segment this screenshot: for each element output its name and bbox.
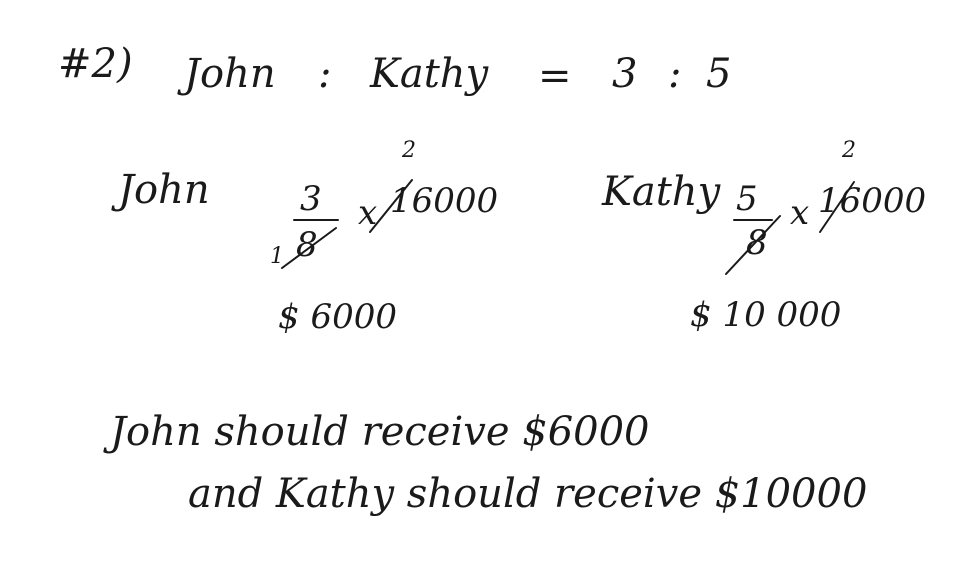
name-kathy: Kathy xyxy=(370,51,489,97)
kathy-numerator: 5 xyxy=(736,179,758,219)
john-calc-label: John xyxy=(118,167,210,213)
problem-number: #2) xyxy=(58,41,133,87)
john-reduced-denominator: 1 xyxy=(270,244,284,269)
john-denominator: 8 xyxy=(296,225,318,265)
kathy-total: 16000 xyxy=(818,181,927,221)
ratio-value-john: 3 xyxy=(612,51,638,97)
conclusion-line-1: John should receive $6000 xyxy=(110,409,650,455)
john-reduced-total: 2 xyxy=(402,138,416,163)
equals-sign: = xyxy=(538,53,572,99)
conclusion-line-2: and Kathy should receive $10000 xyxy=(188,471,868,517)
name-john: John xyxy=(184,51,276,97)
ratio-names-colon: : xyxy=(318,51,332,97)
kathy-result: $ 10 000 xyxy=(690,295,842,335)
john-result: $ 6000 xyxy=(278,297,397,337)
ratio-values-colon: : xyxy=(668,51,682,97)
kathy-calc-label: Kathy xyxy=(602,169,721,215)
kathy-times: x xyxy=(790,193,810,233)
john-numerator: 3 xyxy=(300,179,322,219)
kathy-denominator: 8 xyxy=(746,223,768,263)
john-total: 16000 xyxy=(390,181,499,221)
john-times: x xyxy=(358,193,378,233)
ratio-value-kathy: 5 xyxy=(706,51,732,97)
kathy-reduced-total: 2 xyxy=(842,138,856,163)
